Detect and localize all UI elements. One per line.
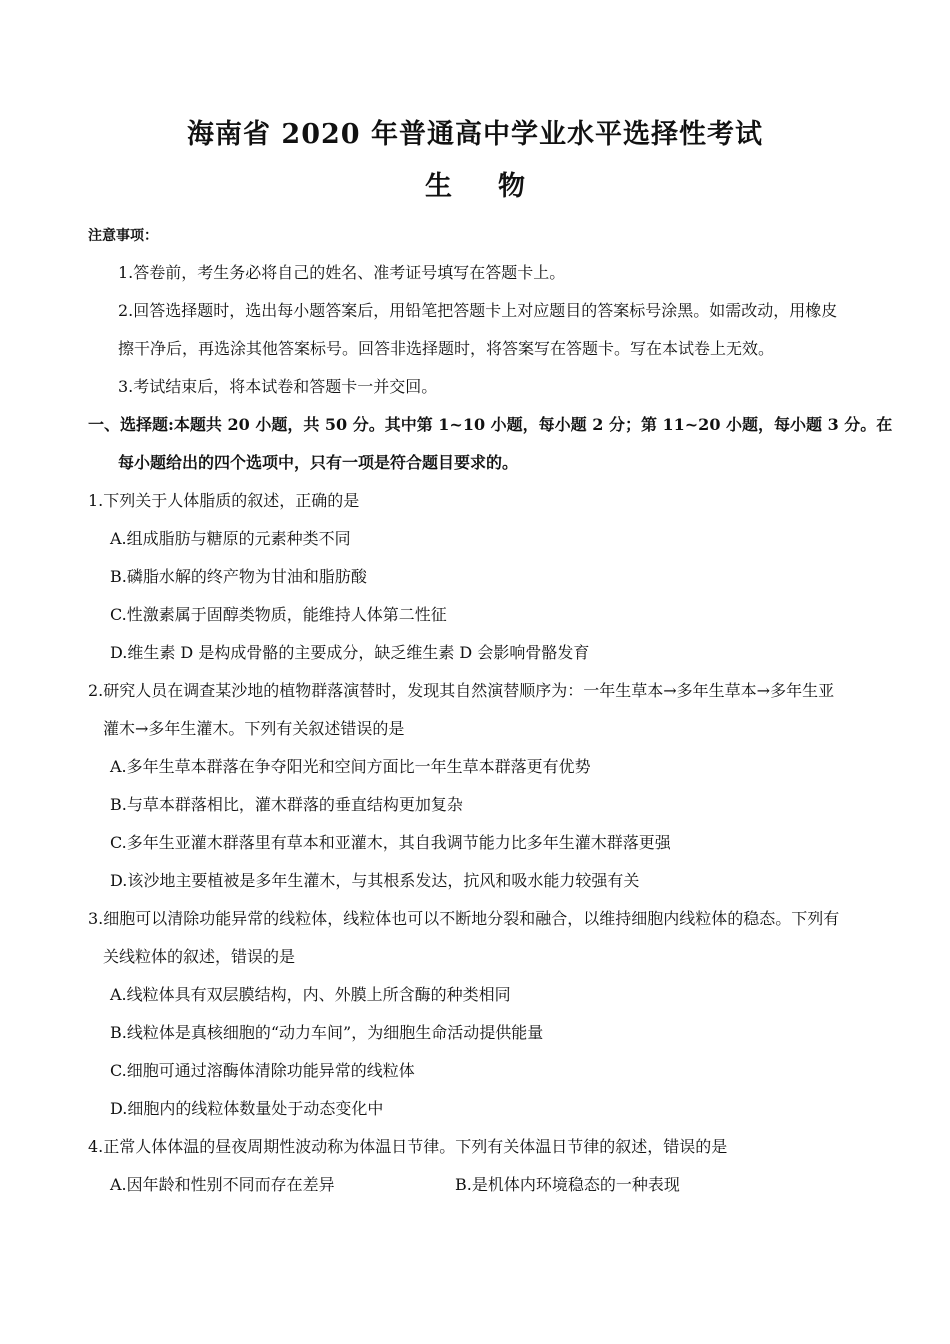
notice-item-3: 3.考试结束后，将本试卷和答题卡一并交回。 [118,377,438,396]
question-2-option-c: C.多年生亚灌木群落里有草本和亚灌木，其自我调节能力比多年生灌木群落更强 [110,833,671,852]
question-3-option-b: B.线粒体是真核细胞的“动力车间”，为细胞生命活动提供能量 [110,1023,544,1042]
question-3-option-d: D.细胞内的线粒体数量处于动态变化中 [110,1099,384,1118]
question-1-option-d: D.维生素 D 是构成骨骼的主要成分，缺乏维生素 D 会影响骨骼发育 [110,643,590,662]
question-3-option-a: A.线粒体具有双层膜结构，内、外膜上所含酶的种类相同 [110,985,511,1004]
question-3-stem-line-2: 关线粒体的叙述，错误的是 [103,947,296,966]
question-2-option-d: D.该沙地主要植被是多年生灌木，与其根系发达，抗风和吸水能力较强有关 [110,871,640,890]
question-1-stem: 1.下列关于人体脂质的叙述，正确的是 [88,491,360,510]
question-3-stem-line-1: 3.细胞可以清除功能异常的线粒体，线粒体也可以不断地分裂和融合，以维持细胞内线粒体的稳态。下列有 [88,909,840,928]
notice-item-2-line-2: 擦干净后，再选涂其他答案标号。回答非选择题时，将答案写在答题卡。写在本试卷上无效。 [118,339,775,358]
section-1-heading-line-2: 每小题给出的四个选项中，只有一项是符合题目要求的。 [118,453,519,472]
question-2-stem-line-2: 灌木→多年生灌木。下列有关叙述错误的是 [103,719,405,738]
question-3-option-c: C.细胞可通过溶酶体清除功能异常的线粒体 [110,1061,415,1080]
section-1-heading-line-1: 一、选择题:本题共 20 小题，共 50 分。其中第 1~10 小题，每小题 2 分；第 11~20 小题，每小题 3 分。在 [88,415,893,434]
exam-subject: 生物 [425,171,571,202]
notice-heading: 注意事项： [88,228,158,244]
question-4-option-b: B.是机体内环境稳态的一种表现 [455,1175,680,1194]
question-1-option-a: A.组成脂肪与糖原的元素种类不同 [110,529,351,548]
question-2-option-b: B.与草本群落相比，灌木群落的垂直结构更加复杂 [110,795,463,814]
question-1-option-b: B.磷脂水解的终产物为甘油和脂肪酸 [110,567,367,586]
question-2-option-a: A.多年生草本群落在争夺阳光和空间方面比一年生草本群落更有优势 [110,757,591,776]
notice-item-2-line-1: 2.回答选择题时，选出每小题答案后，用铅笔把答题卡上对应题目的答案标号涂黑。如需改动，用橡皮 [118,301,838,320]
question-1-option-c: C.性激素属于固醇类物质，能维持人体第二性征 [110,605,447,624]
exam-title: 海南省 2020 年普通高中学业水平选择性考试 [187,119,763,150]
question-4-stem: 4.正常人体体温的昼夜周期性波动称为体温日节律。下列有关体温日节律的叙述，错误的是 [88,1137,728,1156]
notice-item-1: 1.答卷前，考生务必将自己的姓名、准考证号填写在答题卡上。 [118,263,566,282]
question-4-option-a: A.因年龄和性别不同而存在差异 [110,1175,335,1194]
question-2-stem-line-1: 2.研究人员在调查某沙地的植物群落演替时，发现其自然演替顺序为：一年生草本→多年生草本→多年生亚 [88,681,835,700]
